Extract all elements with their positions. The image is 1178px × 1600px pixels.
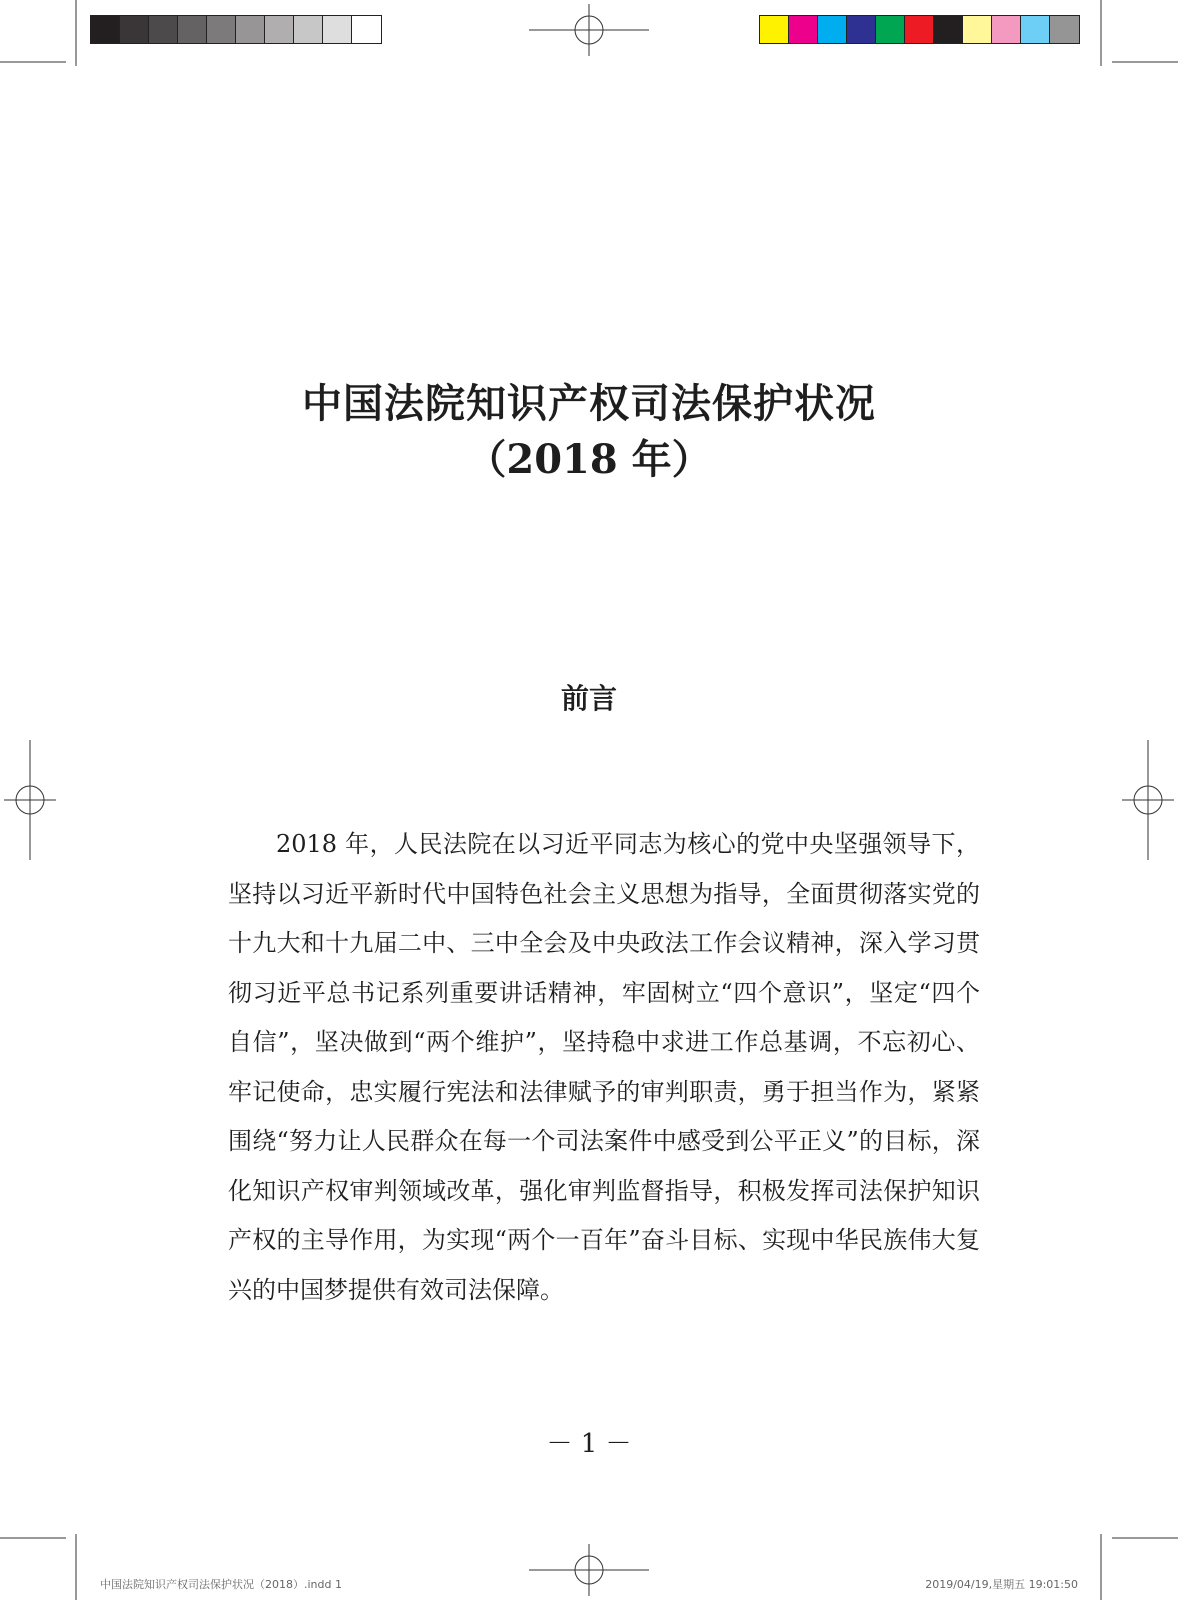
color-swatch: [905, 16, 934, 43]
grayscale-color-bar: [90, 15, 382, 44]
color-swatch: [236, 16, 265, 43]
color-swatch: [992, 16, 1021, 43]
color-swatch: [934, 16, 963, 43]
color-swatch: [876, 16, 905, 43]
registration-mark-right: [1122, 740, 1174, 860]
document-title: 中国法院知识产权司法保护状况: [302, 380, 876, 427]
color-swatch: [1021, 16, 1050, 43]
color-swatch: [265, 16, 294, 43]
registration-mark-bottom: [529, 1544, 649, 1596]
preface-paragraph: 2018 年，人民法院在以习近平同志为核心的党中央坚强领导下，坚持以习近平新时代中国特色社会主义思想为指导，全面贯彻落实党的十九大和十九届二中、三中全会及中央政法工作会议精神，深入学习贯彻习近平总书记系列重要讲话精神，牢固树立“四个意识”，坚定“四个自信”，坚决做到“两个维护”，坚持稳中求进工作总基调，不忘初心、牢记使命，忠实履行宪法和法律赋予的审判职责，勇于担当作为，紧紧围绕“努力让人民群众在每一个司法案件中感受到公平正义”的目标，深化知识产权审判领域改革，强化审判监督指导，积极发挥司法保护知识产权的主导作用，为实现“两个一百年”奋斗目标、实现中华民族伟大复兴的中国梦提供有效司法保障。: [228, 830, 980, 1304]
color-swatch: [818, 16, 847, 43]
color-swatch: [178, 16, 207, 43]
color-swatch: [207, 16, 236, 43]
color-swatch: [1050, 16, 1079, 43]
color-swatch: [352, 16, 381, 43]
page-number: － 1 －: [546, 1429, 632, 1459]
color-swatch: [323, 16, 352, 43]
color-swatch: [789, 16, 818, 43]
print-slug-filename: 中国法院知识产权司法保护状况（2018）.indd 1: [100, 1578, 342, 1591]
registration-mark-left: [4, 740, 56, 860]
color-swatch: [91, 16, 120, 43]
process-color-bar: [759, 15, 1080, 44]
section-heading: 前言: [560, 682, 617, 715]
registration-mark-top: [529, 4, 649, 56]
color-swatch: [963, 16, 992, 43]
color-swatch: [294, 16, 323, 43]
color-swatch: [149, 16, 178, 43]
color-swatch: [760, 16, 789, 43]
color-swatch: [847, 16, 876, 43]
document-year: （2018 年）: [466, 436, 712, 483]
print-slug-timestamp: 2019/04/19,星期五 19:01:50: [925, 1578, 1078, 1591]
color-swatch: [120, 16, 149, 43]
